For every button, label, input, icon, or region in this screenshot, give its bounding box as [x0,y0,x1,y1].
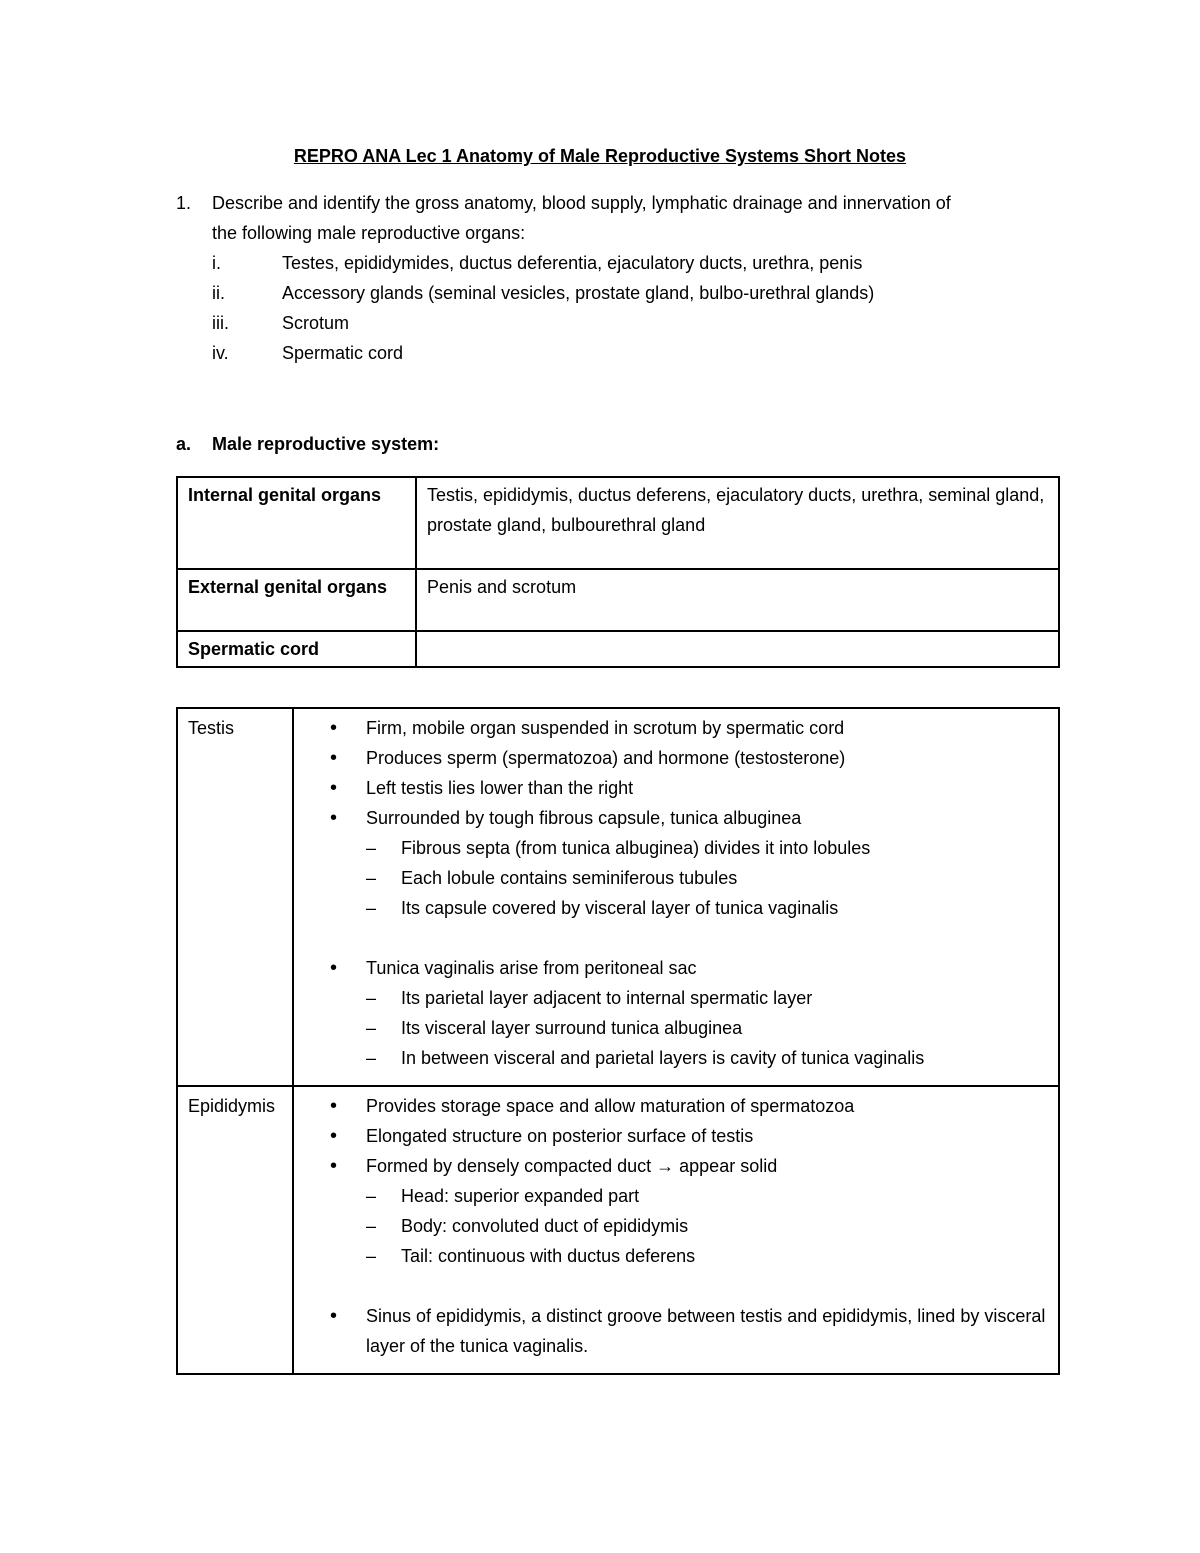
structure-name: Testis [177,708,293,1086]
bullet-item: • Produces sperm (spermatozoa) and hormone (testosterone) [330,743,1048,773]
item-text: Spermatic cord [282,343,404,363]
question-line-1: Describe and identify the gross anatomy, blood supply, lymphatic drainage and innervation of [212,193,951,213]
spacer [330,1271,1048,1301]
item-text: Scrotum [282,313,350,333]
table-row [177,708,1059,1086]
sub-item: – In between visceral and parietal layers is cavity of tunica vaginalis [330,1043,1048,1073]
question-number: 1. [176,193,192,213]
structure-notes [293,708,1059,1086]
question-item [176,248,1056,278]
section-title: Male reproductive system: [212,434,440,454]
organ-category: Spermatic cord [177,631,416,667]
table-row [177,477,1059,569]
question-item [176,278,1056,308]
question-block [176,188,1056,368]
table-row [177,569,1059,631]
item-number: i. [212,253,221,273]
bullet-item: • Formed by densely compacted duct → appear solid [330,1151,1048,1181]
sub-item: – Body: convoluted duct of epididymis [330,1211,1048,1241]
section-label: a. [176,434,192,454]
bullet-item: • Surrounded by tough fibrous capsule, tunica albuginea [330,803,1048,833]
question-text [176,188,1056,248]
spacer [330,923,1048,953]
item-text: Accessory glands (seminal vesicles, prostate gland, bulbo-urethral glands) [282,283,875,303]
organ-category: External genital organs [177,569,416,631]
organ-list [416,631,1059,667]
sub-item: – Its parietal layer adjacent to internal spermatic layer [330,983,1048,1013]
organ-list: Testis, epididymis, ductus deferens, ejaculatory ducts, urethra, seminal gland, prostate gland, bulbourethral gland [416,477,1059,569]
structure-notes [293,1086,1059,1374]
item-number: ii. [212,283,225,303]
bullet-item: • Provides storage space and allow maturation of spermatozoa [330,1091,1048,1121]
sub-item: – Fibrous septa (from tunica albuginea) divides it into lobules [330,833,1048,863]
table-row [177,1086,1059,1374]
structure-name: Epididymis [177,1086,293,1374]
sub-item: – Tail: continuous with ductus deferens [330,1241,1048,1271]
bullet-item: • Firm, mobile organ suspended in scrotum by spermatic cord [330,713,1048,743]
sub-item: – Its visceral layer surround tunica albuginea [330,1013,1048,1043]
item-number: iii. [212,313,229,333]
bullet-item: • Elongated structure on posterior surface of testis [330,1121,1048,1151]
question-line-2: the following male reproductive organs: [212,223,526,243]
bullet-item: • Tunica vaginalis arise from peritoneal sac [330,953,1048,983]
section-heading [176,430,439,458]
page-title: REPRO ANA Lec 1 Anatomy of Male Reproductive Systems Short Notes [293,146,907,166]
question-item [176,338,1056,368]
bullet-item: • Sinus of epididymis, a distinct groove between testis and epididymis, lined by visceral layer of the tunica vaginalis. [330,1301,1048,1361]
item-text: Testes, epididymides, ductus deferentia, ejaculatory ducts, urethra, penis [282,253,863,273]
bullet-item: • Left testis lies lower than the right [330,773,1048,803]
organs-table [176,476,1060,668]
details-table [176,707,1060,1375]
sub-item: – Head: superior expanded part [330,1181,1048,1211]
sub-item: – Its capsule covered by visceral layer of tunica vaginalis [330,893,1048,923]
sub-item: – Each lobule contains seminiferous tubules [330,863,1048,893]
organ-category: Internal genital organs [177,477,416,569]
item-number: iv. [212,343,229,363]
organ-list: Penis and scrotum [416,569,1059,631]
table-row [177,631,1059,667]
question-item [176,308,1056,338]
